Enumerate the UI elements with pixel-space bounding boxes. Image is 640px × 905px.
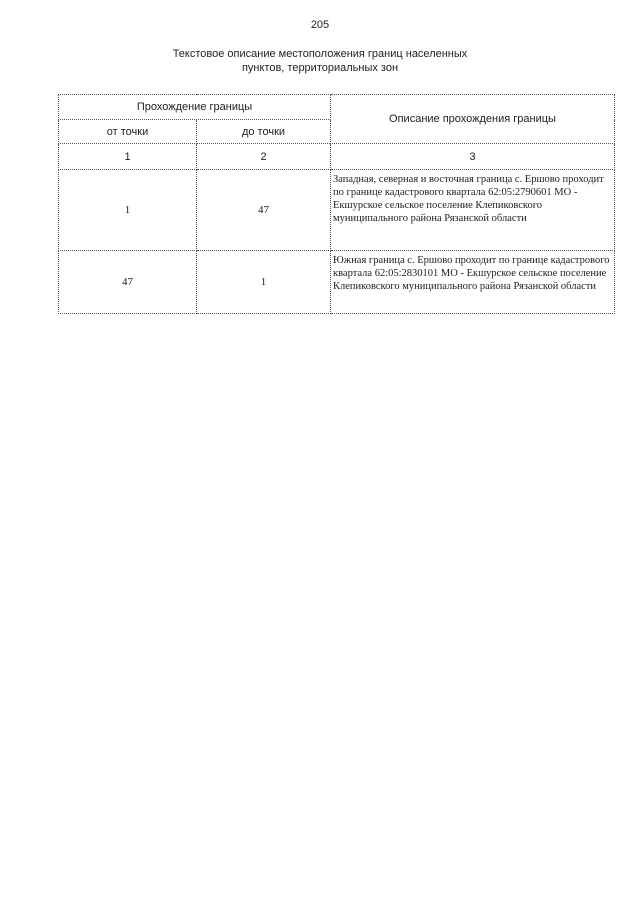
- page-number: 205: [310, 19, 330, 31]
- header-row-top: [59, 95, 615, 120]
- row-description: Западная, северная и восточная граница с. Ершово проходит по границе кадастрового квартала 62:05:2790601 МО - Екшурское сельское поселение Клепиковского муниципального района Рязанской области: [331, 170, 615, 251]
- document-title-line-1: Текстовое описание местоположения границ населенных: [172, 48, 468, 60]
- row-from-point: 47: [59, 251, 197, 314]
- table-row: [59, 170, 615, 251]
- header-to-point: до точки: [197, 120, 331, 144]
- document-title: [120, 47, 520, 75]
- column-number-row: [59, 144, 615, 170]
- header-from-point: от точки: [59, 120, 197, 144]
- row-to-point: 1: [197, 251, 331, 314]
- column-number-2: 2: [197, 144, 331, 170]
- table-row: [59, 251, 615, 314]
- boundary-table: [58, 94, 615, 314]
- document-title-line-2: пунктов, территориальных зон: [241, 62, 399, 74]
- column-number-1: 1: [59, 144, 197, 170]
- column-number-3: 3: [331, 144, 615, 170]
- row-from-point: 1: [59, 170, 197, 251]
- row-to-point: 47: [197, 170, 331, 251]
- header-boundary-passage: Прохождение границы: [59, 95, 331, 120]
- header-description: Описание прохождения границы: [331, 95, 615, 144]
- row-description: Южная граница с. Ершово проходит по границе кадастрового квартала 62:05:2830101 МО - Екшурское сельское поселение Клепиковского муниципального района Рязанской области: [331, 251, 615, 314]
